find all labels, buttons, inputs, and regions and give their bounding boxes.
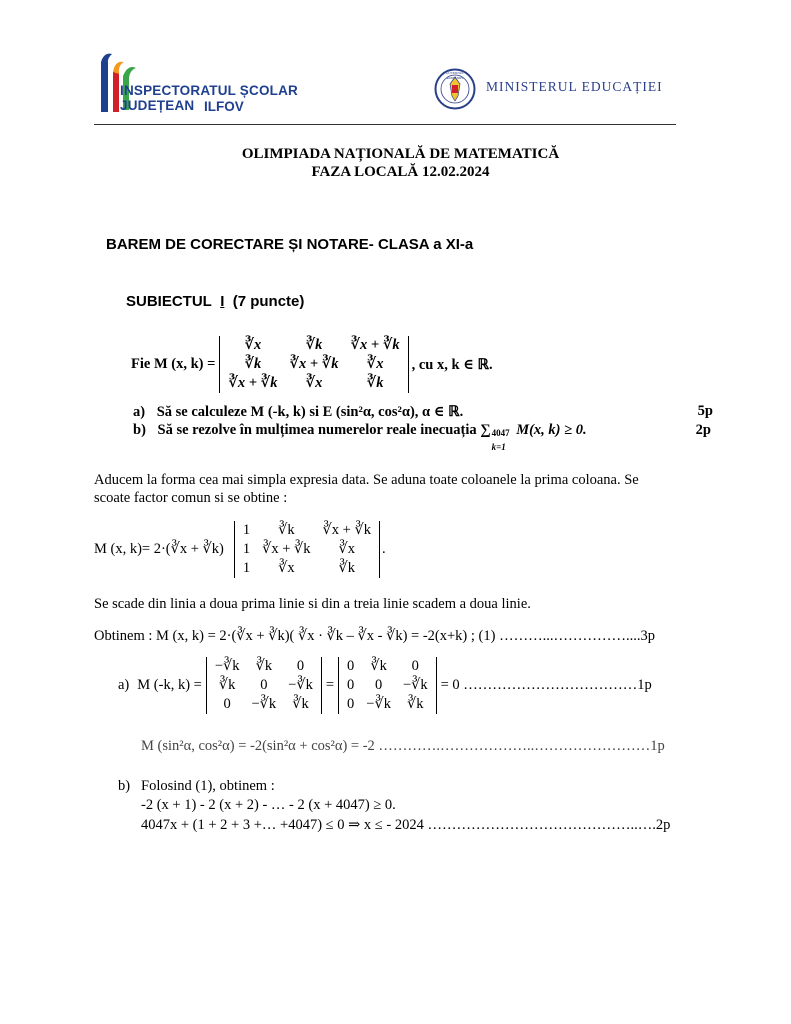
matrix-cell: ∛k: [370, 658, 387, 674]
isj-name-line2: ILFOV: [204, 99, 244, 114]
matrix-cell: ∛x + ∛k: [228, 375, 278, 391]
matrix-cell: 0: [347, 677, 355, 693]
matrix-cell: ∛x: [278, 560, 295, 576]
sum-lower: k=1: [491, 442, 506, 452]
part-a-equals: =: [325, 677, 335, 693]
statement-determinant: [219, 336, 408, 393]
isj-name-line1: INSPECTORATUL ȘCOLAR JUDEȚEAN: [120, 83, 299, 113]
matrix-cell: −∛k: [366, 696, 391, 712]
m-form-matrix: [237, 521, 377, 578]
subtract-line: Se scade din linia a doua prima linie si din a treia linie scadem a doua linie.: [94, 596, 531, 612]
part-a-row: [118, 657, 652, 714]
matrix-row: [222, 374, 405, 393]
statement-a-points: 5p: [697, 403, 713, 419]
statement-b-text: Să se rezolve în mulțimea numerelor reale inecuația ∑: [157, 422, 491, 438]
matrix-cell: ∛x: [244, 337, 262, 353]
m-form-end: .: [381, 541, 386, 557]
part-a-lhs: M (-k, k) =: [137, 677, 202, 693]
matrix-cell: 0: [411, 658, 419, 674]
statement-lhs: Fie M (x, k) =: [131, 356, 216, 372]
m-form-row: [94, 521, 386, 578]
part-a-determinant-2: [338, 657, 437, 714]
matrix-cell: ∛x: [338, 541, 355, 557]
statement-b-tail: M(x, k) ≥ 0.: [516, 422, 587, 438]
matrix-cell: ∛x: [366, 356, 384, 372]
matrix-cell: ∛k: [338, 560, 355, 576]
matrix-row: [237, 521, 377, 540]
part-a-result: = 0 ………………………………1p: [440, 677, 652, 693]
matrix-cell: 0: [296, 658, 305, 674]
matrix-cell: −∛k: [251, 696, 277, 712]
part-b-label: b): [118, 778, 131, 794]
matrix-cell: ∛k: [292, 696, 309, 712]
matrix-row: [341, 657, 434, 676]
matrix-cell: 1: [242, 541, 251, 557]
matrix-row: [209, 657, 319, 676]
matrix-cell: 0: [260, 677, 268, 693]
matrix-cell: ∛x + ∛k: [262, 541, 311, 557]
statement-matrix: [222, 336, 405, 393]
statement-a-label: a): [133, 404, 146, 420]
title-line2: FAZA LOCALĂ 12.02.2024: [311, 164, 490, 180]
matrix-cell: ∛x + ∛k: [322, 522, 371, 538]
matrix-cell: ∛k: [218, 677, 236, 693]
part-b-line2: -2 (x + 1) - 2 (x + 2) - … - 2 (x + 4047) ≥ 0.: [141, 797, 396, 813]
matrix-row: [237, 540, 377, 559]
seal-text: GUVERNUL ROMÂNIEI: [445, 71, 465, 80]
matrix-cell: ∛x: [305, 375, 323, 391]
matrix-cell: 1: [242, 560, 251, 576]
matrix-cell: ∛k: [366, 375, 384, 391]
subject-numeral: I: [220, 293, 225, 310]
matrix-cell: 0: [223, 696, 231, 712]
matrix-cell: 1: [242, 522, 251, 538]
matrix-row: [209, 695, 319, 714]
subject-points: (7 puncte): [232, 293, 305, 310]
part-a-matrix-1: [209, 657, 319, 714]
e-line: M (sin²α, cos²α) = -2(sin²α + cos²α) = -2 ………….………………..……………………1p: [141, 738, 665, 754]
m-form-lhs: M (x, k)= 2·(∛x + ∛k): [94, 541, 224, 557]
statement-b-label: b): [133, 422, 146, 438]
part-b-line3: 4047x + (1 + 2 + 3 +… +4047) ≤ 0 ⇒ x ≤ - 2024 ……………………………………..….2p: [141, 817, 671, 833]
matrix-cell: −∛k: [214, 658, 240, 674]
ministry-logo: [434, 68, 664, 112]
statement-b-points: 2p: [695, 422, 711, 438]
subject-heading: [126, 293, 304, 310]
matrix-row: [341, 676, 434, 695]
part-b-line1: Folosind (1), obtinem :: [141, 778, 275, 794]
header-divider: [94, 124, 676, 125]
obtain-line: Obtinem : M (x, k) = 2·(∛x + ∛k)( ∛x · ∛k – ∛x - ∛k) = -2(x+k) ; (1) ………...……………....3p: [94, 628, 655, 644]
matrix-cell: 0: [347, 696, 355, 712]
matrix-cell: ∛k: [244, 356, 262, 372]
matrix-cell: ∛k: [305, 337, 323, 353]
m-form-determinant: [234, 521, 380, 578]
part-a-determinant-1: [206, 657, 322, 714]
matrix-cell: ∛x + ∛k: [289, 356, 339, 372]
intro-line1: Aducem la forma cea mai simpla expresia data. Se aduna toate coloanele la prima coloana. Se: [94, 472, 639, 488]
isj-logo: [98, 50, 348, 118]
matrix-cell: ∛k: [407, 696, 424, 712]
statement-rhs: , cu x, k ∈ ℝ.: [411, 356, 493, 373]
matrix-row: [209, 676, 319, 695]
statement-b: [133, 422, 711, 452]
matrix-row: [237, 559, 377, 578]
barem-heading: BAREM DE CORECTARE ȘI NOTARE- CLASA a XI-a: [106, 236, 474, 253]
matrix-cell: −∛k: [288, 677, 313, 693]
part-a-label: a): [118, 677, 130, 693]
matrix-row: [222, 355, 405, 374]
matrix-row: [222, 336, 405, 355]
matrix-row: [341, 695, 434, 714]
ministry-name: MINISTERUL EDUCAȚIEI: [486, 79, 663, 94]
matrix-cell: 0: [347, 658, 355, 674]
matrix-cell: ∛k: [255, 658, 273, 674]
matrix-cell: ∛k: [278, 522, 295, 538]
matrix-cell: −∛k: [402, 677, 428, 693]
matrix-cell: ∛x + ∛k: [350, 337, 400, 353]
matrix-cell: 0: [374, 677, 383, 693]
sum-upper: 4047: [491, 428, 510, 438]
statement-a-text: Să se calculeze M (-k, k) si E (sin²α, cos²α), α ∈ ℝ.: [156, 404, 464, 420]
subject-label: SUBIECTUL: [126, 293, 212, 310]
statement-row: [131, 336, 493, 393]
part-a-matrix-2: [341, 657, 434, 714]
intro-line2: scoate factor comun si se obtine :: [94, 490, 288, 506]
statement-a: [133, 403, 713, 421]
title-line1: OLIMPIADA NAȚIONALĂ DE MATEMATICĂ: [241, 146, 560, 162]
